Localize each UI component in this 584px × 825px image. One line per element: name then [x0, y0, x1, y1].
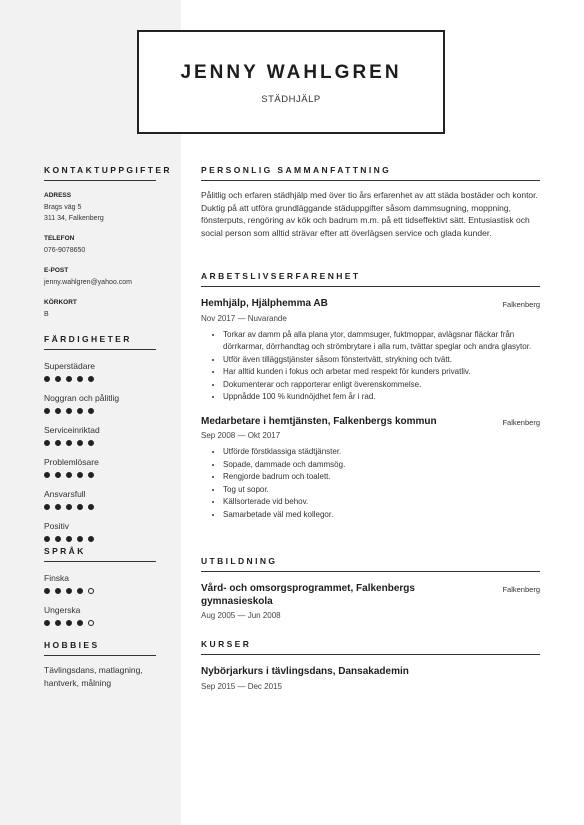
- rating-dots: [44, 620, 156, 626]
- phone-label: TELEFON: [44, 235, 75, 242]
- filled-dot-icon: [88, 376, 94, 382]
- filled-dot-icon: [55, 504, 61, 510]
- empty-dot-icon: [88, 588, 94, 594]
- course-dates: Sep 2015 — Dec 2015: [201, 681, 282, 691]
- hobbies-heading: HOBBIES: [44, 640, 156, 656]
- job-title-text: Medarbetare i hemtjänsten, Falkenbergs kommun: [201, 415, 437, 427]
- rated-item-name: Serviceinriktad: [44, 425, 100, 435]
- filled-dot-icon: [88, 472, 94, 478]
- languages-list: [44, 573, 156, 626]
- filled-dot-icon: [66, 440, 72, 446]
- rating-dots: [44, 536, 156, 542]
- filled-dot-icon: [44, 536, 50, 542]
- rated-item-name: Noggran och pålitlig: [44, 393, 120, 403]
- filled-dot-icon: [44, 504, 50, 510]
- job-entry: [201, 298, 540, 404]
- education-title: Vård- och omsorgsprogrammet, Falkenbergs gymnasieskola: [201, 583, 415, 607]
- job-dates: Sep 2008 — Okt 2017: [201, 431, 281, 440]
- filled-dot-icon: [55, 376, 61, 382]
- bullet-item: • Tog ut sopor.: [223, 484, 540, 497]
- job-entry: [201, 416, 540, 522]
- job-location: Falkenberg: [502, 300, 540, 309]
- filled-dot-icon: [77, 376, 83, 382]
- rating-dots: [44, 376, 156, 382]
- summary-heading: PERSONLIG SAMMANFATTNING: [201, 165, 540, 181]
- bullet-item: • Utförde förstklassiga städtjänster.: [223, 446, 540, 459]
- email-value: jenny.wahlgren@yahoo.com: [44, 279, 132, 286]
- filled-dot-icon: [44, 588, 50, 594]
- phone-value: 076-9078650: [44, 247, 86, 254]
- summary-text: Pålitlig och erfaren städhjälp med över tio års erfarenhet av att städa bostäder och kontor. Duktig på att utföra grundläggande städuppgifter såsom dammsugning, moppning, fönsterputs, rengöring av kök och badrum m.m. på ett tidseffektivt sätt. Entusiastisk och social person som alltid strävar efter att överlägsen service och glada kunder.: [201, 190, 538, 238]
- bullet-item: • Rengjorde badrum och toalett.: [223, 471, 540, 484]
- bullet-item: • Har alltid kunden i fokus och arbetar med respekt för kunders privatliv.: [223, 366, 540, 379]
- candidate-name: JENNY WAHLGREN: [180, 62, 402, 83]
- filled-dot-icon: [77, 504, 83, 510]
- education-heading: UTBILDNING: [201, 556, 540, 572]
- filled-dot-icon: [77, 440, 83, 446]
- courses-section: [201, 639, 540, 691]
- rated-item-name: Superstädare: [44, 361, 96, 371]
- languages-heading: SPRÅK: [44, 546, 156, 562]
- header-box: [137, 30, 445, 134]
- address-line2: 311 34, Falkenberg: [44, 215, 104, 222]
- filled-dot-icon: [55, 620, 61, 626]
- filled-dot-icon: [55, 588, 61, 594]
- filled-dot-icon: [66, 472, 72, 478]
- skills-section: [44, 334, 156, 542]
- rating-dots: [44, 472, 156, 478]
- filled-dot-icon: [88, 536, 94, 542]
- rating-dots: [44, 440, 156, 446]
- bullet-item: • Uppnådde 100 % kundnöjdhet fem år i rad.: [223, 391, 540, 404]
- education-dates: Aug 2005 — Jun 2008: [201, 611, 281, 620]
- hobbies-text: Tävlingsdans, matlagning, hantverk, målning: [44, 665, 143, 688]
- address-line1: Brags väg 5: [44, 204, 82, 211]
- license-value: B: [44, 311, 49, 318]
- filled-dot-icon: [88, 408, 94, 414]
- job-dates: Nov 2017 — Nuvarande: [201, 313, 287, 323]
- experience-heading: ARBETSLIVSERFARENHET: [201, 271, 540, 287]
- filled-dot-icon: [66, 376, 72, 382]
- filled-dot-icon: [77, 588, 83, 594]
- skills-heading: FÄRDIGHETER: [44, 334, 156, 350]
- filled-dot-icon: [66, 620, 72, 626]
- filled-dot-icon: [66, 588, 72, 594]
- job-bullets: [201, 446, 540, 521]
- filled-dot-icon: [66, 536, 72, 542]
- rated-item-name: Finska: [44, 573, 70, 583]
- bullet-item: • Torkar av damm på alla plana ytor, dammsuger, fuktmoppar, avlägsnar fläckar från dörrkarmar, dörrhandtag och strömbrytare i alla rum, tvättar speglar och andra glasytor.: [223, 329, 540, 354]
- hobbies-section: [44, 640, 156, 690]
- rating-dots: [44, 504, 156, 510]
- rated-item-name: Ansvarsfull: [44, 489, 86, 499]
- course-title: Nybörjarkurs i tävlingsdans, Dansakademin: [201, 666, 409, 677]
- languages-section: [44, 546, 156, 626]
- filled-dot-icon: [44, 408, 50, 414]
- bullet-item: • Samarbetade väl med kollegor.: [223, 509, 540, 522]
- email-label: E-POST: [44, 267, 69, 274]
- summary-section: [201, 165, 540, 239]
- job-title-text: Hemhjälp, Hjälphemma AB: [201, 298, 328, 309]
- address-label: ADRESS: [44, 192, 72, 199]
- education-section: [201, 556, 540, 620]
- filled-dot-icon: [44, 376, 50, 382]
- filled-dot-icon: [77, 408, 83, 414]
- filled-dot-icon: [55, 408, 61, 414]
- rated-item-name: Positiv: [44, 521, 70, 531]
- job-location: Falkenberg: [502, 417, 540, 427]
- courses-heading: KURSER: [201, 639, 540, 655]
- filled-dot-icon: [44, 620, 50, 626]
- education-location: Falkenberg: [502, 585, 540, 594]
- bullet-item: • Sopade, dammade och dammsög.: [223, 459, 540, 472]
- bullet-item: • Utför även tilläggstjänster såsom fönstertvätt, strykning och tvätt.: [223, 354, 540, 367]
- contact-heading: KONTAKTUPPGIFTER: [44, 165, 156, 181]
- job-title: STÄDHJÄLP: [261, 94, 321, 105]
- filled-dot-icon: [88, 440, 94, 446]
- filled-dot-icon: [55, 472, 61, 478]
- rated-item-name: Ungerska: [44, 605, 81, 615]
- filled-dot-icon: [66, 504, 72, 510]
- filled-dot-icon: [44, 472, 50, 478]
- filled-dot-icon: [55, 536, 61, 542]
- filled-dot-icon: [77, 620, 83, 626]
- contact-section: [44, 165, 172, 320]
- empty-dot-icon: [88, 620, 94, 626]
- bullet-item: • Dokumenterar och rapporterar enligt överenskommelse.: [223, 379, 540, 392]
- filled-dot-icon: [44, 440, 50, 446]
- filled-dot-icon: [88, 504, 94, 510]
- filled-dot-icon: [66, 408, 72, 414]
- rated-item-name: Problemlösare: [44, 457, 99, 467]
- job-bullets: [201, 329, 540, 404]
- license-label: KÖRKORT: [44, 299, 77, 306]
- filled-dot-icon: [55, 440, 61, 446]
- address-value: [44, 202, 156, 224]
- rating-dots: [44, 588, 156, 594]
- bullet-item: • Källsorterade vid behov.: [223, 496, 540, 509]
- rating-dots: [44, 408, 156, 414]
- experience-section: [201, 271, 540, 521]
- filled-dot-icon: [77, 536, 83, 542]
- skills-list: [44, 361, 156, 542]
- filled-dot-icon: [77, 472, 83, 478]
